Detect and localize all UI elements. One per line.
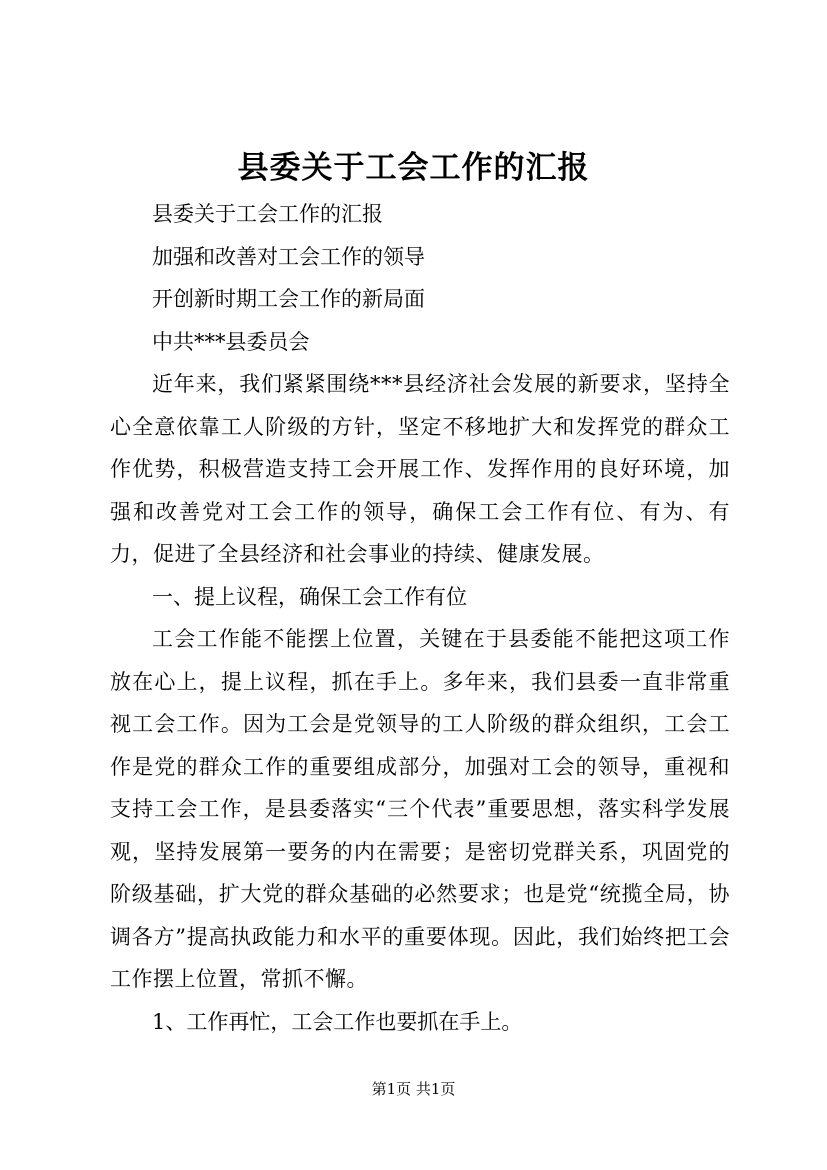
paragraph-section-1-body: 工会工作能不能摆上位置，关键在于县委能不能把这项工作放在心上，提上议程，抓在手上。多年来，我们县委一直非常重视工会工作。因为工会是党领导的工人阶级的群众组织，工会工作是党的群众工作的重要组成部分，加强对工会的领导，重视和支持工会工作，是县委落实“三个代表”重要思想，落实科学发展观，坚持发展第一要务的内在需要；是密切党群关系，巩固党的阶级基础，扩大党的群众基础的必然要求；也是党“统揽全局，协调各方”提高执政能力和水平的重要体现。因此，我们始终把工会工作摆上位置，常抓不懈。	[110, 627, 730, 991]
paragraph-heading-repeat: 县委关于工会工作的汇报	[152, 202, 383, 226]
document-title: 县委关于工会工作的汇报	[237, 150, 590, 186]
document-body	[110, 193, 730, 1043]
paragraph-author: 中共***县委员会	[152, 329, 310, 354]
section-heading-1: 一、提上议程，确保工会工作有位	[152, 584, 467, 609]
subsection-heading-1: 1、工作再忙，工会工作也要抓在手上。	[152, 1009, 523, 1034]
paragraph-intro: 近年来，我们紧紧围绕***县经济社会发展的新要求，坚持全心全意依靠工人阶级的方针，坚定不移地扩大和发挥党的群众工作优势，积极营造支持工会开展工作、发挥作用的良好环境，加强和改善党对工会工作的领导，确保工会工作有位、有为、有力，促进了全县经济和社会事业的持续、健康发展。	[110, 372, 730, 566]
paragraph-subtitle-1: 加强和改善对工会工作的领导	[152, 244, 425, 269]
paragraph-subtitle-2: 开创新时期工会工作的新局面	[152, 287, 425, 311]
page-footer: 第1页 共1页	[371, 1080, 456, 1098]
